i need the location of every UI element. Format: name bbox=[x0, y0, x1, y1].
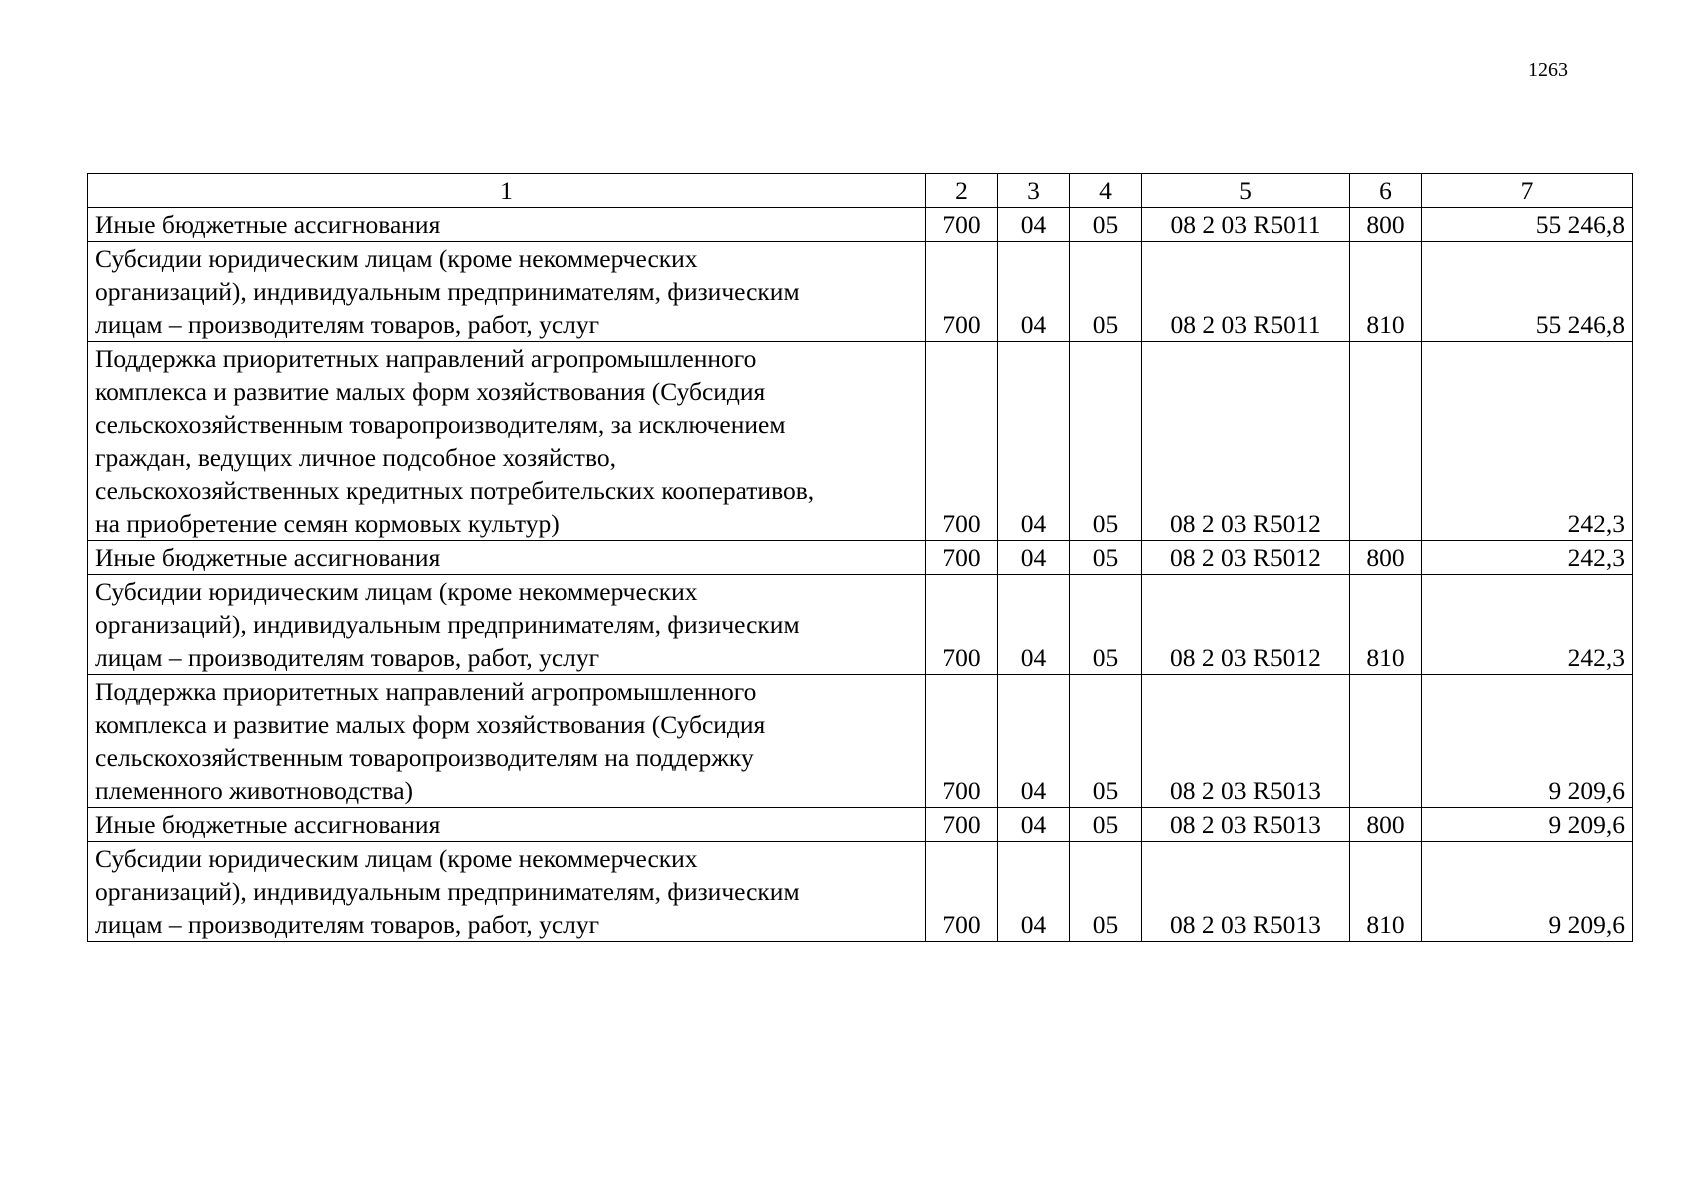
row-code-5-cell: 08 2 03 R5012 bbox=[1142, 541, 1350, 575]
row-amount-cell: 9 209,6 bbox=[1422, 675, 1633, 808]
row-code-5-cell: 08 2 03 R5012 bbox=[1142, 575, 1350, 675]
row-code-6-cell bbox=[1350, 675, 1422, 808]
row-name-cell: Субсидии юридическим лицам (кроме некоммерческих организаций), индивидуальным предпринимателям, физическим лицам – производителям товаров, работ, услуг bbox=[88, 242, 926, 342]
column-header: 4 bbox=[1070, 174, 1142, 208]
table-row bbox=[88, 342, 1633, 541]
row-code-4-cell: 05 bbox=[1070, 808, 1142, 842]
table-row bbox=[88, 541, 1633, 575]
row-code-6-cell: 800 bbox=[1350, 808, 1422, 842]
row-code-4-cell: 05 bbox=[1070, 208, 1142, 242]
row-amount-cell: 55 246,8 bbox=[1422, 208, 1633, 242]
budget-table bbox=[87, 173, 1633, 942]
row-code-2-cell: 700 bbox=[926, 342, 998, 541]
row-name-cell: Поддержка приоритетных направлений агропромышленного комплекса и развитие малых форм хозяйствования (Субсидия сельскохозяйственным товаропроизводителям на поддержку племенного животноводства) bbox=[88, 675, 926, 808]
row-code-4-cell: 05 bbox=[1070, 342, 1142, 541]
row-code-2-cell: 700 bbox=[926, 541, 998, 575]
row-code-6-cell: 800 bbox=[1350, 541, 1422, 575]
row-code-5-cell: 08 2 03 R5012 bbox=[1142, 342, 1350, 541]
row-name-cell: Субсидии юридическим лицам (кроме некоммерческих организаций), индивидуальным предпринимателям, физическим лицам – производителям товаров, работ, услуг bbox=[88, 575, 926, 675]
row-code-3-cell: 04 bbox=[998, 808, 1070, 842]
row-name-cell: Иные бюджетные ассигнования bbox=[88, 541, 926, 575]
row-code-2-cell: 700 bbox=[926, 242, 998, 342]
row-code-5-cell: 08 2 03 R5013 bbox=[1142, 842, 1350, 942]
row-code-6-cell: 810 bbox=[1350, 242, 1422, 342]
row-name-cell: Иные бюджетные ассигнования bbox=[88, 208, 926, 242]
column-header: 3 bbox=[998, 174, 1070, 208]
row-amount-cell: 9 209,6 bbox=[1422, 842, 1633, 942]
row-name-cell: Иные бюджетные ассигнования bbox=[88, 808, 926, 842]
table-row bbox=[88, 208, 1633, 242]
row-amount-cell: 242,3 bbox=[1422, 575, 1633, 675]
row-code-5-cell: 08 2 03 R5011 bbox=[1142, 208, 1350, 242]
row-code-2-cell: 700 bbox=[926, 208, 998, 242]
row-code-4-cell: 05 bbox=[1070, 575, 1142, 675]
row-code-3-cell: 04 bbox=[998, 208, 1070, 242]
table-row bbox=[88, 808, 1633, 842]
table-row bbox=[88, 242, 1633, 342]
row-amount-cell: 242,3 bbox=[1422, 342, 1633, 541]
row-code-5-cell: 08 2 03 R5011 bbox=[1142, 242, 1350, 342]
row-code-3-cell: 04 bbox=[998, 842, 1070, 942]
row-code-6-cell: 810 bbox=[1350, 842, 1422, 942]
row-amount-cell: 242,3 bbox=[1422, 541, 1633, 575]
row-name-cell: Субсидии юридическим лицам (кроме некоммерческих организаций), индивидуальным предпринимателям, физическим лицам – производителям товаров, работ, услуг bbox=[88, 842, 926, 942]
row-code-4-cell: 05 bbox=[1070, 242, 1142, 342]
table-row bbox=[88, 842, 1633, 942]
row-code-4-cell: 05 bbox=[1070, 541, 1142, 575]
row-code-5-cell: 08 2 03 R5013 bbox=[1142, 675, 1350, 808]
page-number: 1263 bbox=[1528, 59, 1568, 81]
row-code-3-cell: 04 bbox=[998, 575, 1070, 675]
row-code-2-cell: 700 bbox=[926, 675, 998, 808]
row-code-3-cell: 04 bbox=[998, 675, 1070, 808]
row-code-6-cell: 800 bbox=[1350, 208, 1422, 242]
column-header: 2 bbox=[926, 174, 998, 208]
row-code-6-cell bbox=[1350, 342, 1422, 541]
column-header: 1 bbox=[88, 174, 926, 208]
column-header: 5 bbox=[1142, 174, 1350, 208]
column-header: 6 bbox=[1350, 174, 1422, 208]
row-code-6-cell: 810 bbox=[1350, 575, 1422, 675]
row-code-3-cell: 04 bbox=[998, 242, 1070, 342]
column-header: 7 bbox=[1422, 174, 1633, 208]
row-code-2-cell: 700 bbox=[926, 575, 998, 675]
row-code-4-cell: 05 bbox=[1070, 675, 1142, 808]
row-name-cell: Поддержка приоритетных направлений агропромышленного комплекса и развитие малых форм хозяйствования (Субсидия сельскохозяйственным товаропроизводителям, за исключением граждан, ведущих личное подсобное хозяйство, сельскохозяйственных кредитных потребительских кооперативов, на приобретение семян кормовых культур) bbox=[88, 342, 926, 541]
table-row bbox=[88, 575, 1633, 675]
row-code-4-cell: 05 bbox=[1070, 842, 1142, 942]
table-header-row bbox=[88, 174, 1633, 208]
row-amount-cell: 55 246,8 bbox=[1422, 242, 1633, 342]
row-code-3-cell: 04 bbox=[998, 342, 1070, 541]
row-code-2-cell: 700 bbox=[926, 808, 998, 842]
row-code-2-cell: 700 bbox=[926, 842, 998, 942]
row-code-5-cell: 08 2 03 R5013 bbox=[1142, 808, 1350, 842]
table-row bbox=[88, 675, 1633, 808]
row-amount-cell: 9 209,6 bbox=[1422, 808, 1633, 842]
row-code-3-cell: 04 bbox=[998, 541, 1070, 575]
